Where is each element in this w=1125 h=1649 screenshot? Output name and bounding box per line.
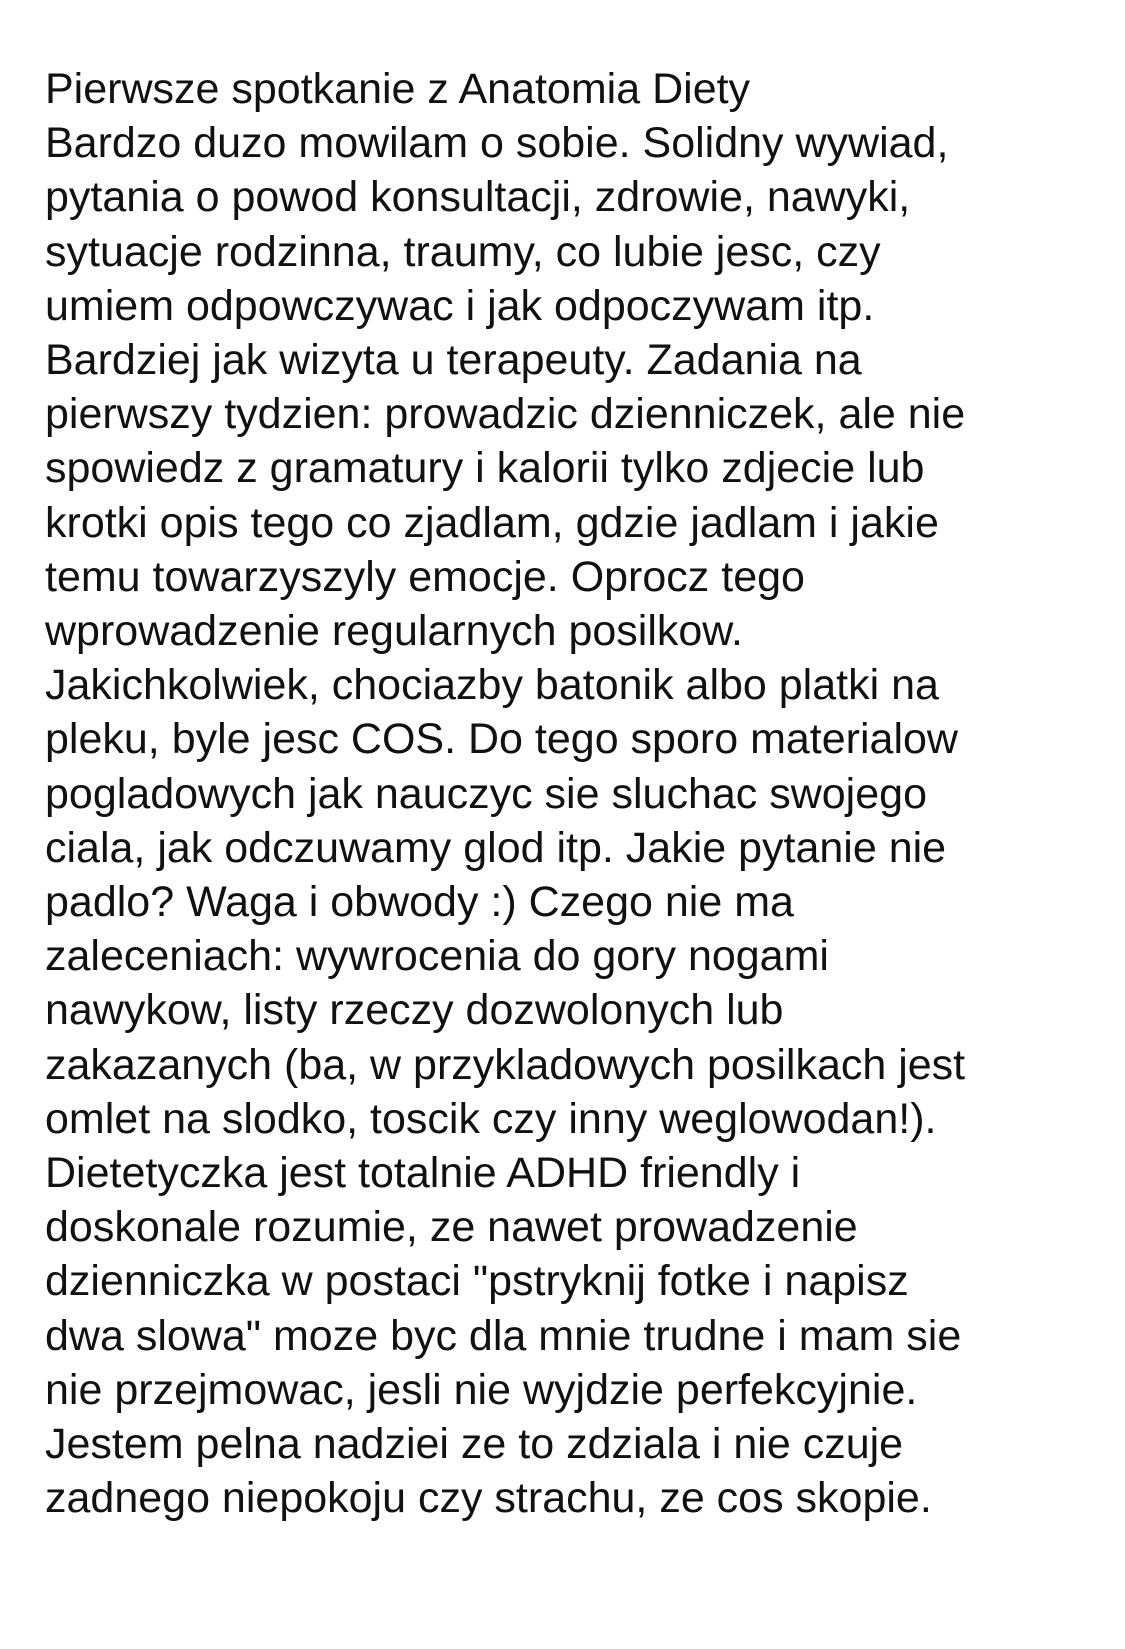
- note-line: zadnego niepokoju czy strachu, ze cos skopie.: [45, 1474, 932, 1523]
- note-line: Pierwsze spotkanie z Anatomia Diety: [45, 65, 751, 113]
- note-line: zaleceniach: wywrocenia do gory nogami: [45, 932, 829, 981]
- note-line: Dietetyczka jest totalnie ADHD friendly i: [45, 1149, 801, 1198]
- note-line: Jestem pelna nadziei ze to zdziala i nie czuje: [45, 1420, 904, 1469]
- note-line: nie przejmowac, jesli nie wyjdzie perfekcyjnie.: [45, 1365, 918, 1414]
- note-line: Jakichkolwiek, chociazby batonik albo platki na: [45, 661, 939, 710]
- note-line: nawykow, listy rzeczy dozwolonych lub: [45, 986, 784, 1035]
- note-line: sytuacje rodzinna, traumy, co lubie jesc, czy: [45, 227, 881, 276]
- note-line: temu towarzyszyly emocje. Oprocz tego: [45, 552, 805, 601]
- note-line: padlo? Waga i obwody :) Czego nie ma: [45, 878, 794, 927]
- note-line: dzienniczka w postaci "pstryknij fotke i napisz: [45, 1257, 909, 1306]
- note-line: pogladowych jak nauczyc sie sluchac swojego: [45, 769, 927, 818]
- note-line: omlet na slodko, toscik czy inny weglowodan!).: [45, 1094, 937, 1143]
- note-line: Bardziej jak wizyta u terapeuty. Zadania na: [45, 336, 862, 385]
- note-line: dwa slowa" moze byc dla mnie trudne i mam sie: [45, 1311, 962, 1360]
- note-line: Bardzo duzo mowilam o sobie. Solidny wywiad,: [45, 119, 949, 168]
- note-line: pleku, byle jesc COS. Do tego sporo materialow: [45, 715, 958, 764]
- note-line: krotki opis tego co zjadlam, gdzie jadlam i jakie: [45, 498, 939, 547]
- note-line: spowiedz z gramatury i kalorii tylko zdjecie lub: [45, 444, 925, 493]
- note-line: umiem odpowczywac i jak odpoczywam itp.: [45, 281, 875, 330]
- note-line: pierwszy tydzien: prowadzic dzienniczek, ale nie: [45, 390, 966, 439]
- note-line: doskonale rozumie, ze nawet prowadzenie: [45, 1203, 858, 1252]
- note-line: wprowadzenie regularnych posilkow.: [45, 607, 743, 656]
- note-line: ciala, jak odczuwamy glod itp. Jakie pytanie nie: [45, 823, 947, 872]
- note-line: pytania o powod konsultacji, zdrowie, nawyki,: [45, 173, 911, 222]
- note-line: zakazanych (ba, w przykladowych posilkach jest: [45, 1040, 966, 1089]
- note-text: [45, 62, 1105, 1525]
